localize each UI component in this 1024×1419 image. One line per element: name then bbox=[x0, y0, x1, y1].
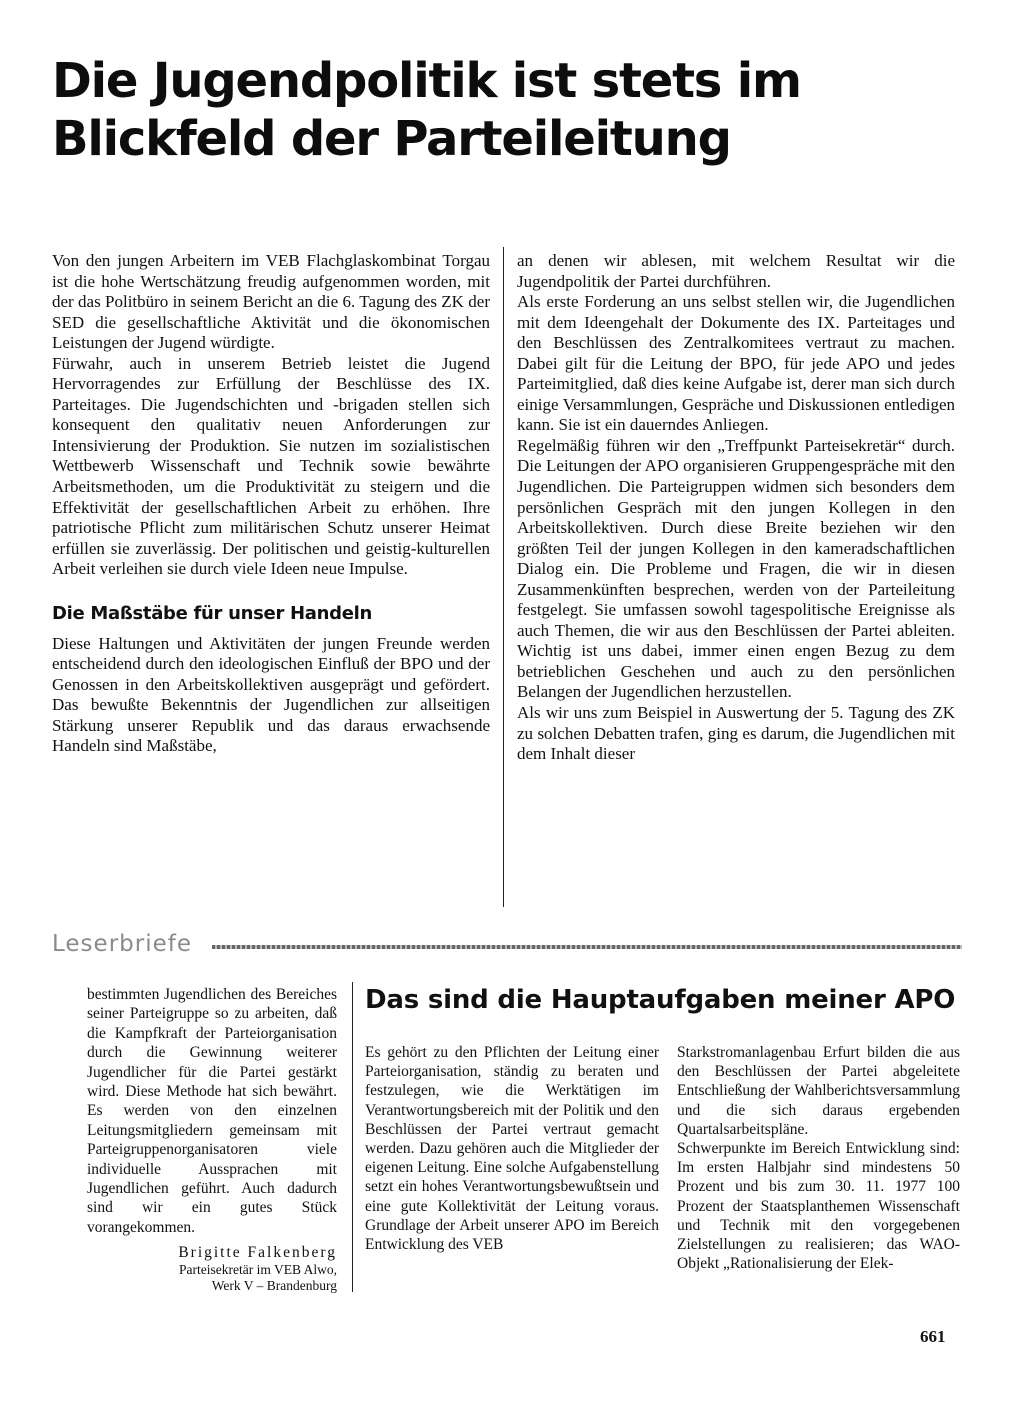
paragraph: Starkstromanlagenbau Erfurt bilden die aus den Beschlüssen der Partei abgeleitete Entschließung der Wahlberichtsversammlung und die sich daraus ergebenden Quartalsarbeitspläne. bbox=[677, 1044, 960, 1138]
paragraph: Diese Haltungen und Aktivitäten der jungen Freunde werden entscheidend durch den ideologischen Einfluß der BPO und der Genossen in den Arbeitskollektiven ausgeprägt und gefördert. Das bewußte Bekenntnis der Jugendlichen zur allseitigen Stärkung unserer Republik und das daraus erwachsende Handeln sind Maßstäbe, bbox=[52, 633, 490, 756]
paragraph: Fürwahr, auch in unserem Betrieb leistet die Jugend Hervorragendes zur Erfüllung der Beschlüsse des IX. Parteitages. Die Jugendschichten und -brigaden stellen sich konsequent den qualitativ neuen Anforderungen zur Intensivierung der Produktion. Sie nutzen im sozialistischen Wettbewerb Wissenschaft und Technik sowie bewährte Arbeitsmethoden, um die Produktivität zu steigern und die Effektivität der gesellschaftlichen Arbeit zu erhöhen. Ihre patriotische Pflicht zum militärischen Schutz unserer Heimat erfüllen sie zuverlässig. Der politischen und geistig-kulturellen Arbeit verleihen sie durch viele Ideen neue Impulse. bbox=[52, 353, 490, 579]
section-rule bbox=[212, 945, 962, 949]
paragraph: Es gehört zu den Pflichten der Leitung einer Parteiorganisation, ständig zu beraten und festzulegen, wie die Werktätigen im Verantwortungsbereich mit der Politik und den Beschlüssen der Partei vertraut gemacht werden. Dazu gehören auch die Mitglieder der eigenen Leitung. Eine solche Aufgabenstellung setzt ein hohes Verantwortungsbewußtsein und eine gute Kollektivität der Leitung voraus. Grundlage der Arbeit unserer APO im Bereich Entwicklung des VEB bbox=[365, 1044, 659, 1254]
paragraph: Als erste Forderung an uns selbst stellen wir, die Jugendlichen mit dem Ideengehalt der Dokumente des IX. Parteitages und den Beschlüssen des Zentralkomitees vertraut zu machen. Dabei gilt für die Leitung der BPO, für jede APO und jedes Parteimitglied, daß dies keine Aufgabe ist, derer man sich durch einige Versammlungen, Gespräche und Diskussionen entledigen kann. Sie ist ein dauerndes Anliegen. bbox=[517, 292, 955, 435]
paragraph: Schwerpunkte im Bereich Entwicklung sind: Im ersten Halbjahr sind mindestens 50 Prozent und bis zum 30. 11. 1977 100 Prozent der Staatsplanthemen Wissenschaft und Technik mit den vorgegebenen Zielstellungen zu realisieren; das WAO-Objekt „Rationalisierung der Elek- bbox=[677, 1140, 960, 1273]
page-number: 661 bbox=[920, 1327, 946, 1346]
paragraph: an denen wir ablesen, mit welchem Resultat wir die Jugendpolitik der Partei durchführen. bbox=[517, 251, 955, 291]
article-column-2 bbox=[517, 251, 955, 765]
column-divider bbox=[503, 247, 504, 907]
article-title: Die Jugendpolitik ist stets im Blickfeld der Parteileitung bbox=[52, 53, 801, 167]
paragraph: Als wir uns zum Beispiel in Auswertung der 5. Tagung des ZK zu solchen Debatten trafen, ging es darum, die Jugendlichen mit dem Inhalt dieser bbox=[517, 703, 955, 764]
paragraph: Von den jungen Arbeitern im VEB Flachglaskombinat Torgau ist die hohe Wertschätzung freudig aufgenommen worden, mit der das Politbüro in seinem Bericht an die 6. Tagung des ZK der SED die gesellschaftliche Aktivität und die ökonomischen Leistungen der Jugend würdigte. bbox=[52, 251, 490, 353]
letter-text: bestimmten Jugendlichen des Bereiches seiner Parteigruppe so zu arbeiten, daß die Kampfkraft der Parteiorganisation durch die Gewinnung weiterer Jugendlicher für die Partei gestärkt wird. Diese Methode hat sich bewährt. Es werden von den einzelnen Leitungsmitgliedern gemeinsam mit Parteigruppenorganisatoren viele individuelle Aussprachen mit Jugendlichen geführt. Auch dadurch sind wir ein gutes Stück vorangekommen. bbox=[87, 986, 337, 1236]
paragraph: Regelmäßig führen wir den „Treffpunkt Parteisekretär“ durch. Die Leitungen der APO organisieren Gruppengespräche mit den Jugendlichen. Die Parteigruppen widmen sich besonders dem persönlichen Gespräch mit den jungen Kollegen in den Arbeitskollektiven. Durch diese Breite beziehen wir den größten Teil der jungen Kollegen in den kameradschaftlichen Dialog ein. Die Probleme und Fragen, die wir in diesen Zusammenkünften besprechen, werden von der Parteileitung festgelegt. Sie umfassen sowohl tagespolitische Ereignisse als auch Themen, die wir aus den Beschlüssen der Partei ableiten. Wichtig ist uns dabei, immer einen engen Bezug zu dem betrieblichen Geschehen und auch zu den persönlichen Belangen der Jugendlichen herzustellen. bbox=[517, 435, 955, 702]
subheading: Die Maßstäbe für unser Handeln bbox=[52, 602, 373, 624]
author-role: Parteisekretär im VEB Alwo, bbox=[179, 1262, 337, 1278]
article-column-1 bbox=[52, 251, 490, 757]
author-name: Brigitte Falkenberg bbox=[178, 1244, 337, 1262]
article2-column-2 bbox=[677, 1043, 960, 1273]
article2-title: Das sind die Hauptaufgaben meiner APO bbox=[365, 985, 956, 1015]
section-header bbox=[52, 930, 962, 960]
author-workplace: Werk V – Brandenburg bbox=[211, 1277, 337, 1293]
letter-column bbox=[87, 985, 337, 1293]
section-label: Leserbriefe bbox=[52, 931, 192, 957]
column-divider bbox=[352, 982, 353, 1292]
article2-column-1 bbox=[365, 1043, 659, 1254]
signature bbox=[87, 1243, 337, 1293]
